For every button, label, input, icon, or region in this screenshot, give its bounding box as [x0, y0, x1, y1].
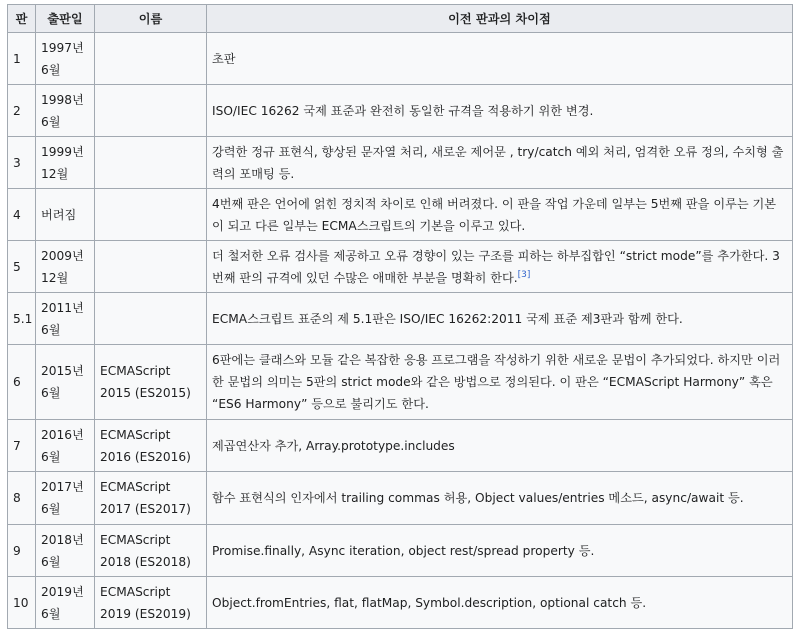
- edition-cell: 5: [8, 241, 36, 293]
- ecmascript-editions-table: [7, 4, 793, 629]
- edition-cell: 4: [8, 189, 36, 241]
- date-cell: 1999년 12월: [36, 137, 95, 189]
- table-row: [8, 189, 793, 241]
- edition-cell: 3: [8, 137, 36, 189]
- edition-cell: 10: [8, 577, 36, 629]
- date-cell: 버려짐: [36, 189, 95, 241]
- changes-cell: [207, 241, 793, 293]
- name-cell: [95, 137, 207, 189]
- date-cell: 1997년 6월: [36, 33, 95, 85]
- changes-cell: Promise.finally, Async iteration, object rest/spread property 등.: [207, 525, 793, 577]
- table-row: [8, 241, 793, 293]
- changes-cell: Object.fromEntries, flat, flatMap, Symbol.description, optional catch 등.: [207, 577, 793, 629]
- changes-cell: 제곱연산자 추가, Array.prototype.includes: [207, 420, 793, 472]
- changes-text: 더 철저한 오류 검사를 제공하고 오류 경향이 있는 구조를 피하는 하부집합인 “strict mode”를 추가한다. 3번째 판의 규격에 있던 수많은 애매한 부분을 명확히 한다.: [212, 248, 780, 285]
- table-row: [8, 85, 793, 137]
- changes-cell: ISO/IEC 16262 국제 표준과 완전히 동일한 규격을 적용하기 위한 변경.: [207, 85, 793, 137]
- changes-cell: 초판: [207, 33, 793, 85]
- header-changes[interactable]: 이전 판과의 차이점: [207, 5, 793, 33]
- edition-cell: 9: [8, 525, 36, 577]
- edition-cell: 7: [8, 420, 36, 472]
- reference-link[interactable]: [3]: [517, 269, 531, 280]
- name-cell: [95, 33, 207, 85]
- table-row: [8, 525, 793, 577]
- name-cell: ECMAScript 2015 (ES2015): [95, 345, 207, 420]
- name-cell: ECMAScript 2016 (ES2016): [95, 420, 207, 472]
- date-cell: 2016년 6월: [36, 420, 95, 472]
- name-cell: [95, 189, 207, 241]
- changes-cell: ECMA스크립트 표준의 제 5.1판은 ISO/IEC 16262:2011 국제 표준 제3판과 함께 한다.: [207, 293, 793, 345]
- edition-cell: 5.1: [8, 293, 36, 345]
- header-row: [8, 5, 793, 33]
- date-cell: 2015년 6월: [36, 345, 95, 420]
- name-cell: ECMAScript 2018 (ES2018): [95, 525, 207, 577]
- table-row: [8, 293, 793, 345]
- date-cell: 2019년 6월: [36, 577, 95, 629]
- name-cell: [95, 293, 207, 345]
- table-row: [8, 577, 793, 629]
- edition-cell: 8: [8, 472, 36, 525]
- name-cell: ECMAScript 2017 (ES2017): [95, 472, 207, 525]
- table-row: [8, 137, 793, 189]
- changes-cell: 6판에는 클래스와 모듈 같은 복잡한 응용 프로그램을 작성하기 위한 새로운 문법이 추가되었다. 하지만 이러한 문법의 의미는 5판의 strict mode와 같은 방법으로 정의된다. 이 판은 “ECMAScript Harmony” 혹은 “ES6 Harmony” 등으로 불리기도 한다.: [207, 345, 793, 420]
- date-cell: 1998년 6월: [36, 85, 95, 137]
- date-cell: 2017년 6월: [36, 472, 95, 525]
- name-cell: [95, 85, 207, 137]
- name-cell: ECMAScript 2019 (ES2019): [95, 577, 207, 629]
- header-date[interactable]: 출판일: [36, 5, 95, 33]
- edition-cell: 2: [8, 85, 36, 137]
- edition-cell: 1: [8, 33, 36, 85]
- table-row: [8, 420, 793, 472]
- date-cell: 2018년 6월: [36, 525, 95, 577]
- table-row: [8, 33, 793, 85]
- edition-cell: 6: [8, 345, 36, 420]
- header-name[interactable]: 이름: [95, 5, 207, 33]
- header-edition[interactable]: 판: [8, 5, 36, 33]
- table-row: [8, 472, 793, 525]
- changes-cell: 함수 표현식의 인자에서 trailing commas 허용, Object values/entries 메소드, async/await 등.: [207, 472, 793, 525]
- table-row: [8, 345, 793, 420]
- date-cell: 2011년 6월: [36, 293, 95, 345]
- date-cell: 2009년 12월: [36, 241, 95, 293]
- name-cell: [95, 241, 207, 293]
- changes-cell: 4번째 판은 언어에 얽힌 정치적 차이로 인해 버려졌다. 이 판을 작업 가운데 일부는 5번째 판을 이루는 기본이 되고 다른 일부는 ECMA스크립트의 기본을 이루고 있다.: [207, 189, 793, 241]
- changes-cell: 강력한 정규 표현식, 향상된 문자열 처리, 새로운 제어문 , try/catch 예외 처리, 엄격한 오류 정의, 수치형 출력의 포매팅 등.: [207, 137, 793, 189]
